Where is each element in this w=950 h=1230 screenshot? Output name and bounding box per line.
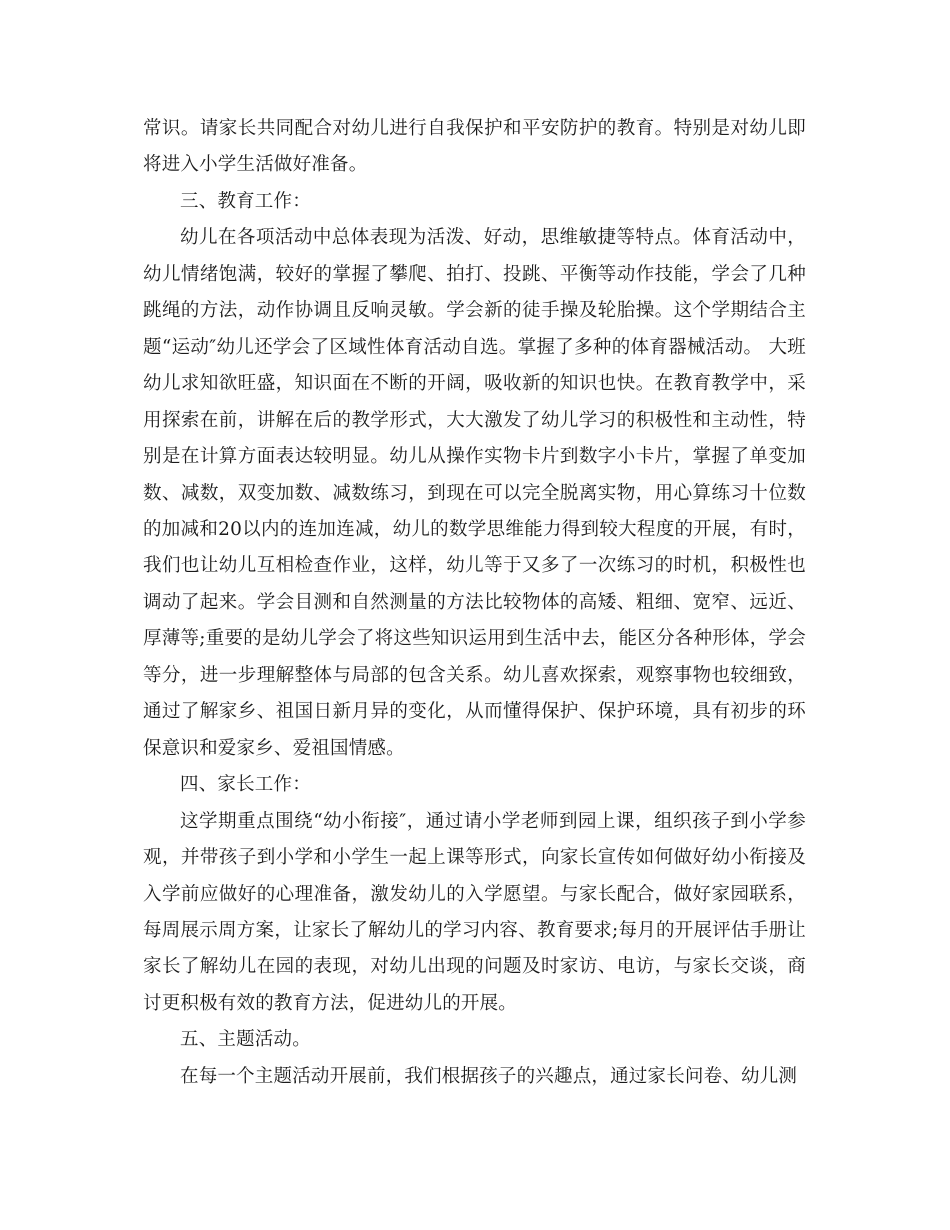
paragraph-continuation: 常识。请家长共同配合对幼儿进行自我保护和平安防护的教育。特别是对幼儿即将进入小学生活做好准备。	[143, 118, 806, 176]
section-heading-education: 三、教育工作：	[180, 190, 311, 212]
section-heading-parents: 四、家长工作：	[180, 774, 311, 796]
paragraph-theme-activities: 在每一个主题活动开展前，我们根据孩子的兴趣点，通过家长问卷、幼儿测	[180, 1065, 798, 1087]
paragraph-education: 幼儿在各项活动中总体表现为活泼、好动，思维敏捷等特点。体育活动中，幼儿情绪饱满，较好的掌握了攀爬、拍打、投跳、平衡等动作技能，学会了几种跳绳的方法，动作协调且反响灵敏。学会新的徒手操及轮胎操。这个学期结合主题“运动″幼儿还学会了区域性体育活动自选。掌握了多种的体育器械活动。 大班幼儿求知欲旺盛，知识面在不断的开阔，吸收新的知识也快。在教育教学中，采用探索在前，讲解在后的教学形式，大大激发了幼儿学习的积极性和主动性，特别是在计算方面表达较明显。幼儿从操作实物卡片到数字小卡片，掌握了单变加数、减数，双变加数、减数练习，到现在可以完全脱离实物，用心算练习十位数的加减和20以内的连加连减，幼儿的数学思维能力得到较大程度的开展，有时，我们也让幼儿互相检查作业，这样，幼儿等于又多了一次练习的时机，积极性也调动了起来。学会目测和自然测量的方法比较物体的高矮、粗细、宽窄、远近、厚薄等;重要的是幼儿学会了将这些知识运用到生活中去，能区分各种形体，学会等分，进一步理解整体与局部的包含关系。幼儿喜欢探索，观察事物也较细致，通过了解家乡、祖国日新月异的变化，从而懂得保护、保护环境，具有初步的环保意识和爱家乡、爱祖国情感。	[143, 227, 806, 759]
section-heading-theme-activities: 五、主题活动。	[180, 1029, 311, 1051]
paragraph-parents: 这学期重点围绕“幼小衔接″，通过请小学老师到园上课，组织孩子到小学参观，并带孩子到小学和小学生一起上课等形式，向家长宣传如何做好幼小衔接及入学前应做好的心理准备，激发幼儿的入学愿望。与家长配合，做好家园联系，每周展示周方案，让家长了解幼儿的学习内容、教育要求;每月的开展评估手册让家长了解幼儿在园的表现，对幼儿出现的问题及时家访、电访，与家长交谈，商讨更积极有效的教育方法，促进幼儿的开展。	[143, 810, 806, 1014]
document-body	[143, 111, 806, 1095]
